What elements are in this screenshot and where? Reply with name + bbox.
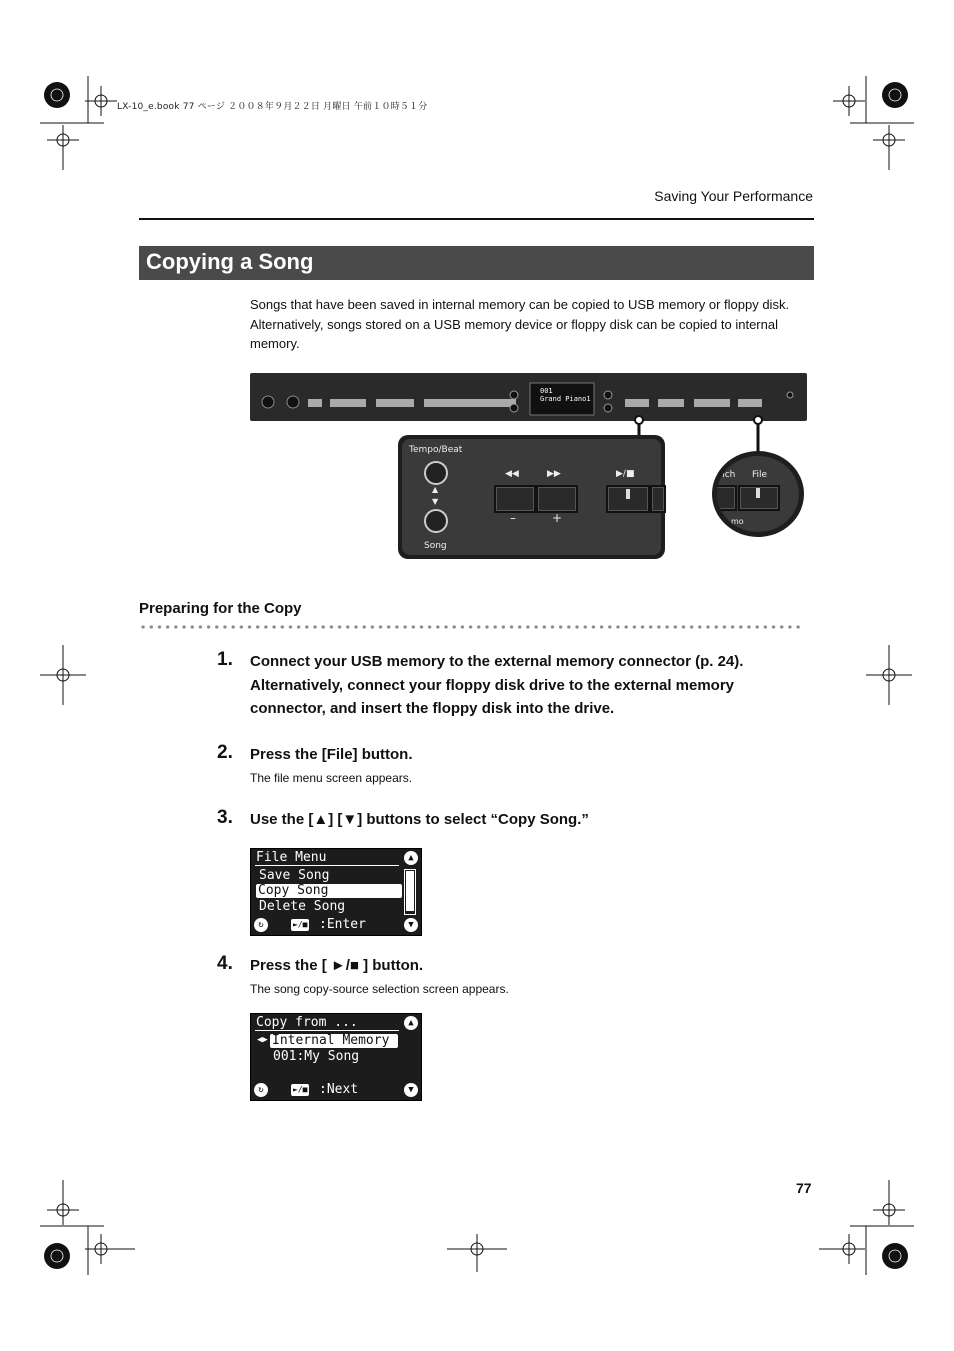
play-button-led — [626, 489, 630, 499]
lcd2-title-underline — [255, 1030, 399, 1031]
up-arrow-icon: ▲ — [432, 485, 439, 494]
lcd1-title-underline — [255, 865, 399, 866]
lcd2-source-selected: Internal Memory — [270, 1034, 398, 1048]
up-triangle-icon: ▲ — [404, 1016, 418, 1030]
down-triangle-icon: ▼ — [404, 1083, 418, 1097]
tempo-beat-label: Tempo/Beat — [409, 445, 463, 455]
file-zoom-callout-inner — [717, 456, 799, 532]
lcd1-item-save: Save Song — [259, 868, 330, 883]
lcd2-footer: :Next — [319, 1082, 359, 1097]
down-triangle-icon: ▼ — [404, 918, 418, 932]
rewind-button[interactable] — [494, 485, 536, 513]
step-3-text: Use the [▲] [▼] buttons to select “Copy Song.” — [250, 811, 589, 828]
up-triangle-icon: ▲ — [404, 851, 418, 865]
dotted-rule — [139, 624, 803, 630]
song-label: Song — [424, 541, 447, 551]
file-button-led — [756, 488, 760, 498]
dial-icon: ↻ — [254, 1083, 268, 1097]
copy-from-screen — [250, 1013, 422, 1101]
step-2-text: Press the [File] button. — [250, 746, 413, 763]
file-label: File — [752, 470, 768, 480]
lcd1-scrollbar — [404, 869, 416, 915]
tempo-up-knob[interactable] — [424, 461, 448, 485]
minus-label: – — [510, 511, 516, 525]
lcd2-title: Copy from ... — [256, 1015, 358, 1030]
step-4-text: Press the [ ►/■ ] button. — [250, 957, 424, 974]
lcd1-scroll-thumb — [406, 871, 414, 911]
down-arrow-icon: ▼ — [432, 497, 439, 506]
step-1-text: Connect your USB memory to the external memory connector (p. 24). Alternatively, connect your floppy disk drive to the external memory connector, and insert the floppy disk into the drive. — [250, 653, 744, 717]
section-title: Copying a Song — [146, 249, 314, 274]
step-2-number: 2. — [217, 742, 233, 763]
lcd1-title: File Menu — [256, 850, 327, 865]
play-stop-key-icon: ►/■ — [293, 920, 308, 929]
panel-display-line2: Grand Piano1 — [540, 395, 591, 403]
step-1-number: 1. — [217, 649, 233, 670]
next-button-partial — [650, 485, 666, 513]
left-right-arrow-icon: ◀▶ — [257, 1035, 268, 1045]
lcd1-item-delete: Delete Song — [259, 899, 346, 914]
lcd1-item-copy-selected: Copy Song — [256, 884, 402, 898]
play-stop-icon: ▶/■ — [616, 469, 635, 479]
punch-label: nch — [719, 470, 736, 480]
print-header: LX-10_e.book 77 ページ ２００８年９月２２日 月曜日 午前１０時５１分 — [117, 102, 428, 112]
intro-paragraph: Songs that have been saved in internal memory can be copied to USB memory or floppy disk. Alternatively, songs stored on a USB memory device or floppy disk can be copied to internal memory. — [250, 297, 790, 351]
page-number: 77 — [796, 1180, 812, 1196]
step-3-number: 3. — [217, 807, 233, 828]
play-stop-key-icon: ►/■ — [293, 1085, 308, 1094]
plus-label: + — [552, 511, 563, 525]
fast-forward-icon: ▶▶ — [547, 469, 561, 479]
tempo-down-knob[interactable] — [424, 509, 448, 533]
step-4-number: 4. — [217, 953, 233, 974]
zoom-callout-inner — [402, 439, 661, 555]
tempo-label-partial: mo — [731, 517, 744, 526]
punch-button-partial — [717, 485, 737, 511]
header-rule — [139, 218, 814, 220]
rewind-icon: ◀◀ — [505, 469, 519, 479]
fast-forward-button[interactable] — [536, 485, 578, 513]
dial-icon: ↻ — [254, 918, 268, 932]
running-head: Saving Your Performance — [654, 188, 813, 204]
file-menu-screen — [250, 848, 422, 936]
subheading: Preparing for the Copy — [139, 600, 302, 617]
panel-display-line1: 001 — [540, 387, 553, 395]
step-4-note: The song copy-source selection screen appears. — [250, 982, 509, 996]
lcd2-song: 001:My Song — [273, 1049, 360, 1064]
lcd1-footer: :Enter — [319, 917, 366, 932]
step-2-note: The file menu screen appears. — [250, 771, 413, 785]
